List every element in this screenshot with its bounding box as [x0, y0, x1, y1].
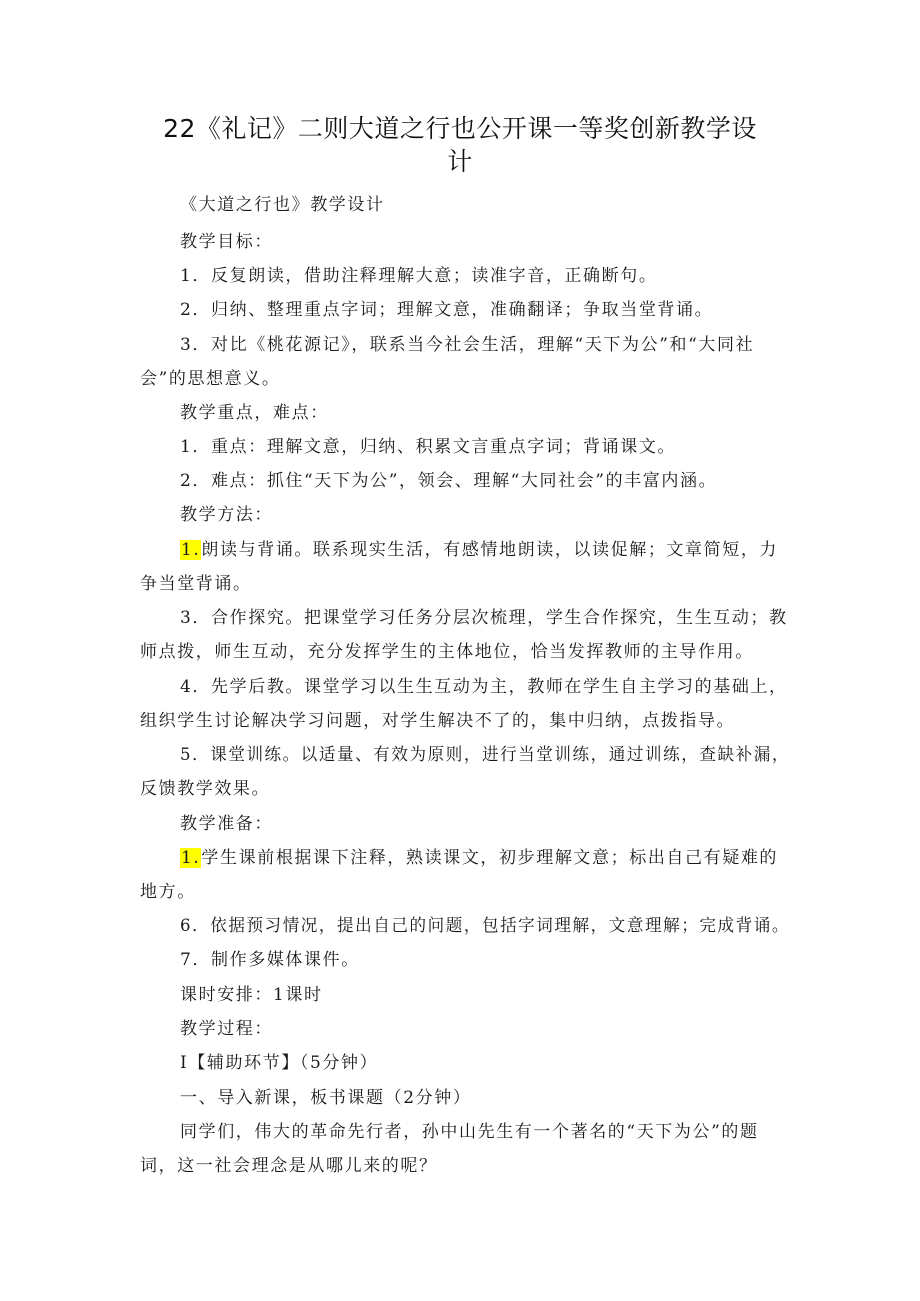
- paragraph-line: 6．依据预习情况，提出自己的问题，包括字词理解，文意理解；完成背诵。: [180, 916, 790, 936]
- subtitle: 《大道之行也》教学设计: [180, 195, 385, 215]
- title-line-1: 22《礼记》二则大道之行也公开课一等奖创新教学设: [163, 114, 757, 143]
- paragraph-line: 1．重点：理解文意，归纳、积累文言重点字词；背诵课文。: [180, 437, 677, 457]
- paragraph-line: 地方。: [140, 882, 196, 902]
- paragraph-line: 争当堂背诵。: [140, 574, 252, 594]
- title-line-2: 计: [447, 147, 473, 176]
- paragraph-line: 1．反复朗读，借助注释理解大意；读准字音，正确断句。: [180, 266, 658, 286]
- paragraph-line: 反馈教学效果。: [140, 779, 271, 799]
- paragraph-line: 2．归纳、整理重点字词；理解文意，准确翻译；争取当堂背诵。: [180, 300, 714, 320]
- paragraph-line: 一、导入新课，板书课题（2分钟）: [180, 1088, 472, 1108]
- paragraph-line: 7．制作多媒体课件。: [180, 950, 360, 970]
- section-heading: 教学方法：: [180, 505, 273, 525]
- paragraph-line: 1.学生课前根据课下注释，熟读课文，初步理解文意；标出自己有疑难的: [181, 848, 779, 868]
- paragraph-line: 4．先学后教。课堂学习以生生互动为主，教师在学生自主学习的基础上，: [180, 677, 788, 697]
- paragraph-line: 组织学生讨论解决学习问题，对学生解决不了的，集中归纳，点拨指导。: [140, 711, 736, 731]
- paragraph-line: 词，这一社会理念是从哪儿来的呢？: [140, 1156, 438, 1176]
- paragraph-line: 5．课堂训练。以适量、有效为原则，进行当堂训练，通过训练，查缺补漏，: [180, 745, 790, 765]
- section-heading: 教学重点，难点：: [180, 403, 329, 423]
- highlighted-number: 1.: [181, 848, 201, 868]
- paragraph-line: 同学们，伟大的革命先行者，孙中山先生有一个著名的“天下为公”的题: [180, 1122, 759, 1142]
- paragraph-line: 师点拨，师生互动，充分发挥学生的主体地位，恰当发挥教师的主导作用。: [140, 642, 754, 662]
- paragraph-line: 3．合作探究。把课堂学习任务分层次梳理，学生合作探究，生生互动；教: [180, 608, 788, 628]
- paragraph-line: 会”的思想意义。: [140, 369, 281, 389]
- paragraph-line: Ⅰ【辅助环节】（5分钟）: [180, 1053, 379, 1073]
- paragraph-line: 课时安排：1课时: [180, 985, 323, 1005]
- section-heading: 教学准备：: [180, 814, 273, 834]
- paragraph-line: 2．难点：抓住“天下为公”，领会、理解“大同社会”的丰富内涵。: [180, 471, 718, 491]
- section-heading: 教学过程：: [180, 1019, 273, 1039]
- highlighted-number: 1.: [181, 540, 201, 560]
- paragraph-line: 1.朗读与背诵。联系现实生活，有感情地朗读，以读促解；文章简短，力: [181, 540, 779, 560]
- paragraph-line: 3．对比《桃花源记》，联系当今社会生活，理解“天下为公”和“大同社: [180, 335, 755, 355]
- document-title: [140, 112, 780, 178]
- section-heading: 教学目标：: [180, 232, 273, 252]
